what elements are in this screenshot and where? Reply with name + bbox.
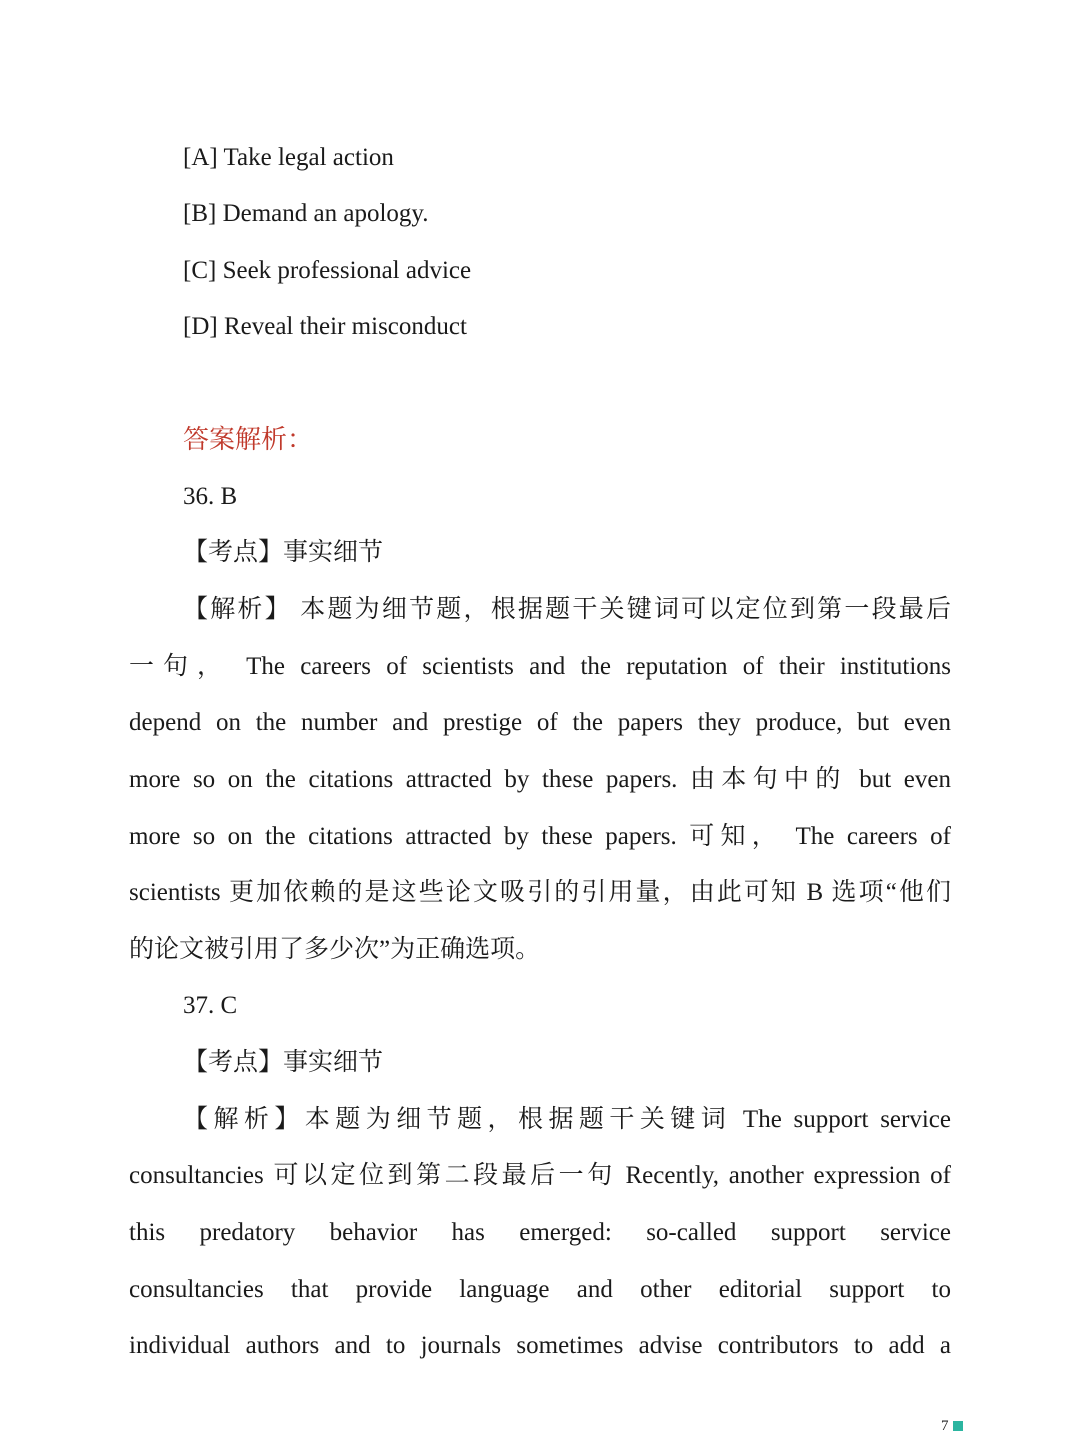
q36-explanation-line: more so on the citations attracted by these papers. 由本句中的 but even (129, 766, 951, 793)
q36-explanation-line: scientists 更加依赖的是这些论文吸引的引用量，由此可知 B 选项“他们 (129, 879, 951, 906)
page-number (941, 1416, 963, 1436)
q37-point: 【考点】事实细节 (183, 1049, 384, 1076)
q36-explanation-line: 的论文被引用了多少次”为正确选项。 (129, 936, 541, 963)
q37-explanation-line: 【解析】本题为细节题，根据题干关键词 The support service (183, 1106, 951, 1133)
q37-answer: 37. C (183, 992, 238, 1019)
option-b: [B] Demand an apology. (183, 200, 429, 227)
q37-explanation-line: consultancies that provide language and other editorial support to (129, 1276, 951, 1303)
q36-answer: 36. B (183, 483, 238, 510)
q36-explanation-line: depend on the number and prestige of the papers they produce, but even (129, 709, 951, 736)
page-number-text: 7 (941, 1418, 949, 1434)
q36-explanation-line: 【解析】 本题为细节题，根据题干关键词可以定位到第一段最后 (183, 596, 951, 623)
page-marker-icon (953, 1421, 963, 1431)
q36-explanation-line: more so on the citations attracted by these papers. 可知， The careers of (129, 823, 951, 850)
q36-point: 【考点】事实细节 (183, 539, 384, 566)
option-a: [A] Take legal action (183, 144, 394, 171)
analysis-heading: 答案解析： (183, 425, 314, 454)
q37-explanation-line: individual authors and to journals sometimes advise contributors to add a (129, 1332, 951, 1359)
q37-explanation-line: this predatory behavior has emerged: so-called support service (129, 1219, 951, 1246)
option-d: [D] Reveal their misconduct (183, 313, 467, 340)
option-c: [C] Seek professional advice (183, 257, 472, 284)
q37-explanation-line: consultancies 可以定位到第二段最后一句 Recently, another expression of (129, 1162, 951, 1189)
q36-explanation-line: 一句， The careers of scientists and the reputation of their institutions (129, 653, 951, 680)
